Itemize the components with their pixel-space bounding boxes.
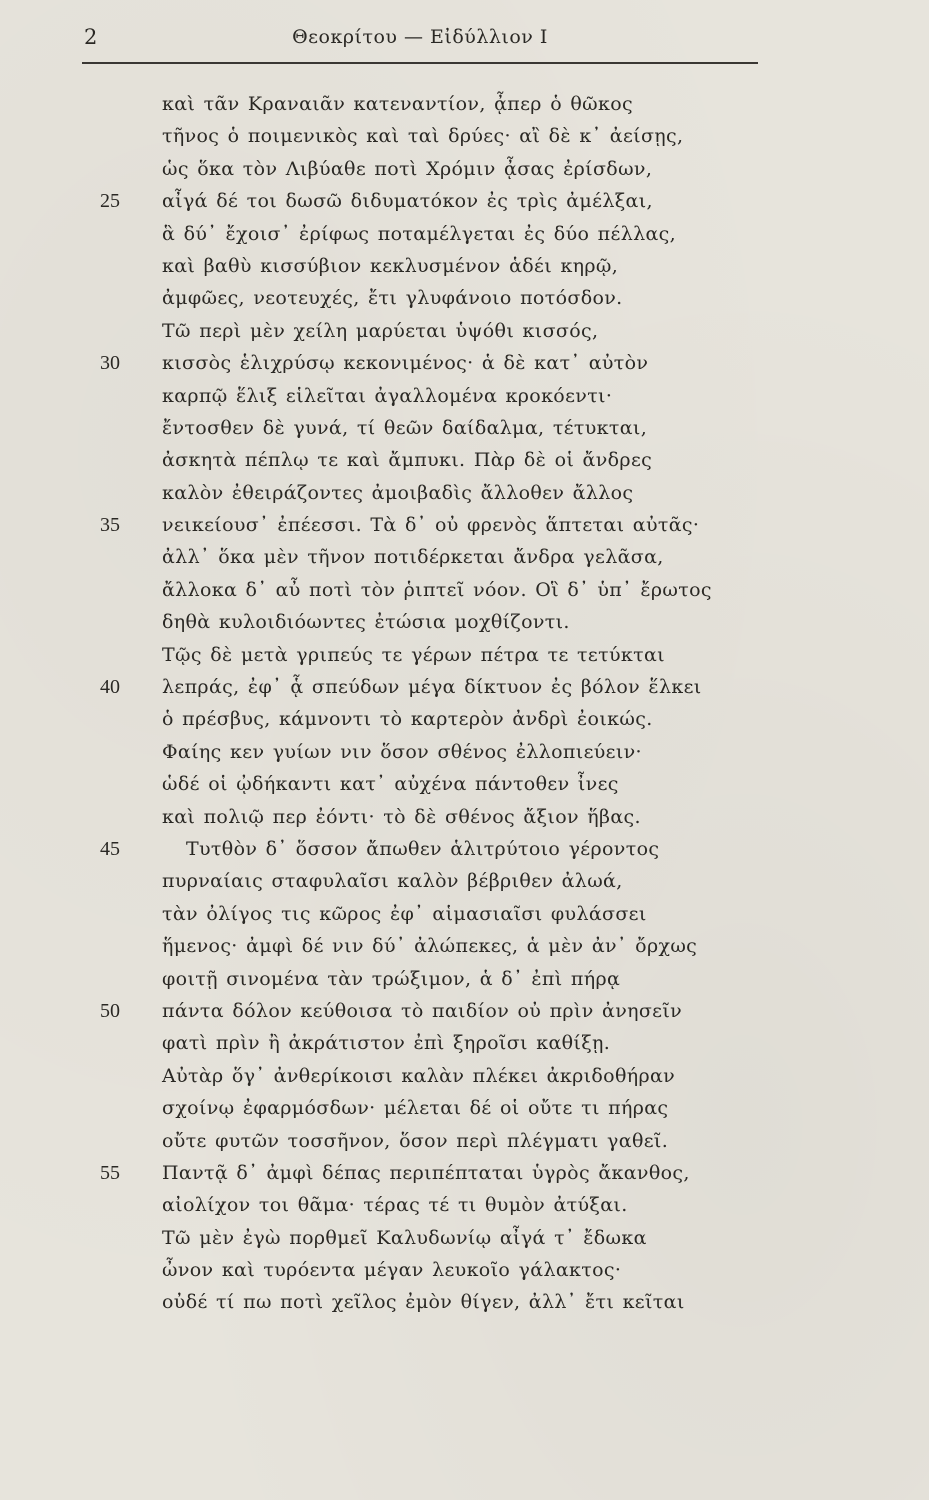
verse-text: καὶ πολιῷ περ ἐόντι· τὸ δὲ σθένος ἄξιον ἥβας. bbox=[162, 805, 641, 828]
verse-line bbox=[0, 1060, 929, 1092]
verse-text: δηθὰ κυλοιδιόωντες ἐτώσια μοχθίζοντι. bbox=[162, 611, 570, 634]
line-number: 50 bbox=[100, 999, 120, 1022]
verse-line bbox=[0, 1222, 929, 1254]
verse-text: καρπῷ ἕλιξ εἱλεῖται ἀγαλλομένα κροκόεντι· bbox=[162, 384, 613, 407]
verse-line bbox=[0, 801, 929, 833]
verse-line bbox=[0, 995, 929, 1027]
verse-line bbox=[0, 963, 929, 995]
line-number: 45 bbox=[100, 837, 120, 860]
verse-text: πάντα δόλον κεύθοισα τὸ παιδίον οὐ πρὶν ἀνησεῖν bbox=[162, 999, 683, 1022]
verse-line bbox=[0, 218, 929, 250]
verse-line bbox=[0, 606, 929, 638]
verse-line bbox=[0, 898, 929, 930]
verse-line bbox=[0, 1189, 929, 1221]
line-number: 55 bbox=[100, 1161, 120, 1184]
verse-text: Τῶ μὲν ἐγὼ πορθμεῖ Καλυδωνίῳ αἶγά τ᾽ ἔδωκα bbox=[162, 1226, 647, 1249]
verse-line bbox=[0, 865, 929, 897]
verse-line bbox=[0, 671, 929, 703]
verse-text: ἀσκητὰ πέπλῳ τε καὶ ἄμπυκι. Πὰρ δὲ οἱ ἄνδρες bbox=[162, 449, 653, 472]
verse-line bbox=[0, 315, 929, 347]
verse-text: οὐδέ τί πω ποτὶ χεῖλος ἐμὸν θίγεν, ἀλλ᾽ ἔτι κεῖται bbox=[162, 1291, 685, 1314]
verse-text: Τῶ περὶ μὲν χείλη μαρύεται ὑψόθι κισσός, bbox=[162, 319, 599, 342]
verse-line bbox=[0, 185, 929, 217]
verse-text: ὡδέ οἱ ᾠδήκαντι κατ᾽ αὐχένα πάντοθεν ἶνες bbox=[162, 773, 619, 796]
page-header bbox=[84, 22, 756, 52]
verse-line bbox=[0, 153, 929, 185]
verse-line bbox=[0, 347, 929, 379]
verse-line bbox=[0, 930, 929, 962]
verse-line bbox=[0, 1286, 929, 1318]
verse-text: καὶ βαθὺ κισσύβιον κεκλυσμένον ἁδέι κηρῷ, bbox=[162, 254, 619, 277]
verse-text: ἄλλοκα δ᾽ αὖ ποτὶ τὸν ῥιπτεῖ νόον. Οἳ δ᾽ ὑπ᾽ ἔρωτος bbox=[162, 578, 712, 601]
verse-line bbox=[0, 736, 929, 768]
verse-text: καὶ τᾶν Κραναιᾶν κατεναντίον, ᾆπερ ὁ θῶκος bbox=[162, 93, 634, 115]
verse-text: αἶγά δέ τοι δωσῶ διδυματόκον ἐς τρὶς ἀμέλξαι, bbox=[162, 190, 653, 213]
line-number: 25 bbox=[100, 190, 120, 213]
verse-text: κισσὸς ἑλιχρύσῳ κεκονιμένος· ἁ δὲ κατ᾽ αὐτὸν bbox=[162, 352, 649, 375]
verse-line bbox=[0, 120, 929, 152]
verse-text: ὦνον καὶ τυρόεντα μέγαν λευκοῖο γάλακτος· bbox=[162, 1259, 622, 1282]
verse-text: τῆνος ὁ ποιμενικὸς καὶ ταὶ δρύες· αἲ δὲ κ᾽ ἀείσῃς, bbox=[162, 125, 684, 148]
verse-text: ὁ πρέσβυς, κάμνοντι τὸ καρτερὸν ἀνδρὶ ἐοικώς. bbox=[162, 708, 653, 731]
verse-line bbox=[0, 88, 929, 120]
header-rule bbox=[82, 62, 758, 64]
verse-text: σχοίνῳ ἐφαρμόσδων· μέλεται δέ οἱ οὔτε τι πήρας bbox=[162, 1097, 669, 1120]
verse-line bbox=[0, 1092, 929, 1124]
verse-line bbox=[0, 412, 929, 444]
verse-text: φοιτῇ σινομένα τὰν τρώξιμον, ἁ δ᾽ ἐπὶ πήρᾳ bbox=[162, 967, 621, 990]
verse-text: καλὸν ἐθειράζοντες ἀμοιβαδὶς ἄλλοθεν ἄλλος bbox=[162, 481, 634, 504]
verse-line bbox=[0, 1254, 929, 1286]
verse-text: ὡς ὅκα τὸν Λιβύαθε ποτὶ Χρόμιν ᾆσας ἐρίσδων, bbox=[162, 157, 653, 180]
line-number: 30 bbox=[100, 352, 120, 375]
verse-line bbox=[0, 380, 929, 412]
verse-text: ἔντοσθεν δὲ γυνά, τί θεῶν δαίδαλμα, τέτυκται, bbox=[162, 416, 648, 439]
verse-text: αἰολίχον τοι θᾶμα· τέρας τέ τι θυμὸν ἀτύξαι. bbox=[162, 1194, 628, 1217]
verse-line bbox=[0, 477, 929, 509]
line-number: 35 bbox=[100, 514, 120, 537]
verse-text: νεικείουσ᾽ ἐπέεσσι. Τὰ δ᾽ οὐ φρενὸς ἅπτεται αὐτᾶς· bbox=[162, 514, 700, 537]
verse-line bbox=[0, 509, 929, 541]
verse-line bbox=[0, 282, 929, 314]
verse-text: πυρναίαις σταφυλαῖσι καλὸν βέβριθεν ἀλωά, bbox=[162, 870, 623, 893]
verse-line bbox=[0, 833, 929, 865]
verse-line bbox=[0, 250, 929, 282]
verse-text: οὔτε φυτῶν τοσσῆνον, ὅσον περὶ πλέγματι γαθεῖ. bbox=[162, 1129, 669, 1152]
verse-text: ἀμφῶες, νεοτευχές, ἔτι γλυφάνοιο ποτόσδον. bbox=[162, 287, 623, 310]
verse-text: ἥμενος· ἀμφὶ δέ νιν δύ᾽ ἀλώπεκες, ἁ μὲν ἀν᾽ ὄρχως bbox=[162, 935, 698, 958]
verse-line bbox=[0, 1125, 929, 1157]
poem-text bbox=[0, 88, 929, 1319]
verse-text: ἃ δύ᾽ ἔχοισ᾽ ἐρίφως ποταμέλγεται ἐς δύο πέλλας, bbox=[162, 222, 677, 245]
verse-text: Τῷς δὲ μετὰ γριπεύς τε γέρων πέτρα τε τετύκται bbox=[162, 643, 665, 666]
verse-text: φατὶ πρὶν ἢ ἀκράτιστον ἐπὶ ξηροῖσι καθίξῃ. bbox=[162, 1032, 611, 1055]
verse-line bbox=[0, 1027, 929, 1059]
verse-text: Αὐτὰρ ὅγ᾽ ἀνθερίκοισι καλὰν πλέκει ἀκριδοθήραν bbox=[162, 1064, 676, 1087]
verse-line bbox=[0, 768, 929, 800]
running-title: Θεοκρίτου — Εἰδύλλιον Ι bbox=[292, 26, 548, 48]
page-number: 2 bbox=[84, 25, 98, 49]
verse-line bbox=[0, 639, 929, 671]
verse-line bbox=[0, 444, 929, 476]
line-number: 40 bbox=[100, 676, 120, 699]
verse-text: ἀλλ᾽ ὅκα μὲν τῆνον ποτιδέρκεται ἄνδρα γελᾶσα, bbox=[162, 546, 664, 569]
verse-text: Φαίης κεν γυίων νιν ὅσον σθένος ἐλλοπιεύειν· bbox=[162, 740, 642, 763]
verse-line bbox=[0, 1157, 929, 1189]
verse-line bbox=[0, 541, 929, 573]
verse-line bbox=[0, 703, 929, 735]
verse-text: λεπράς, ἐφ᾽ ᾇ σπεύδων μέγα δίκτυον ἐς βόλον ἕλκει bbox=[162, 676, 702, 699]
verse-line bbox=[0, 574, 929, 606]
verse-text: Παντᾷ δ᾽ ἀμφὶ δέπας περιπέπταται ὑγρὸς ἄκανθος, bbox=[162, 1161, 690, 1184]
verse-text: Τυτθὸν δ᾽ ὅσσον ἄπωθεν ἁλιτρύτοιο γέροντος bbox=[186, 837, 660, 860]
verse-text: τὰν ὀλίγος τις κῶρος ἐφ᾽ αἱμασιαῖσι φυλάσσει bbox=[162, 902, 647, 925]
